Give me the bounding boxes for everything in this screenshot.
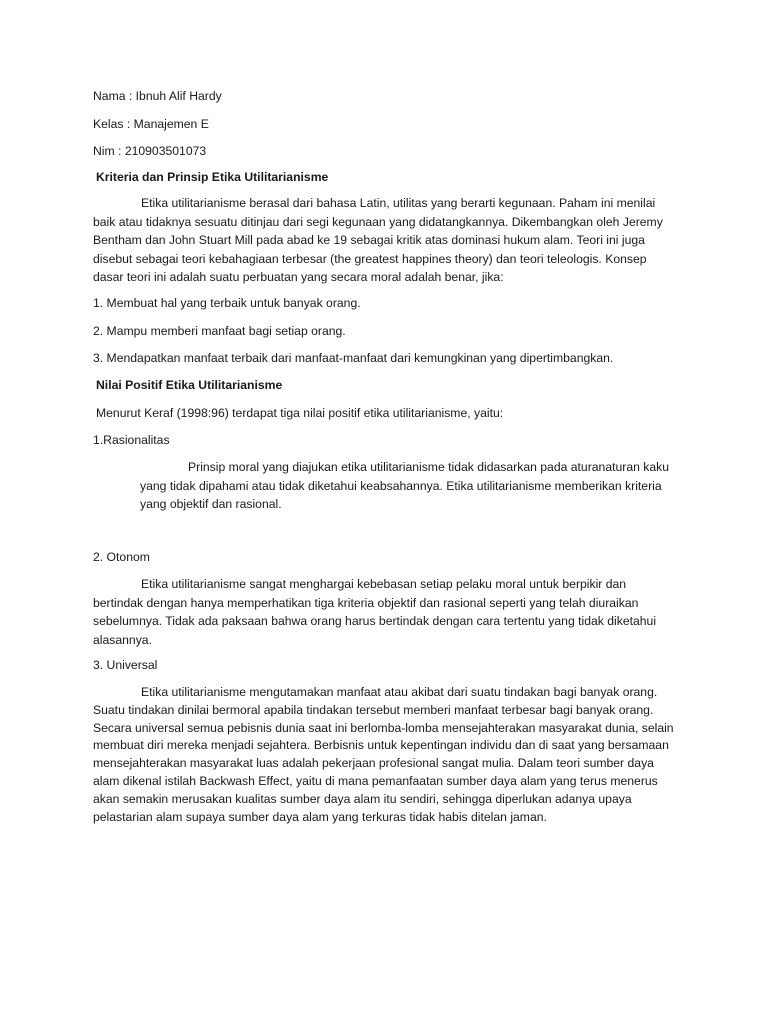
paragraph-universal: Etika utilitarianisme mengutamakan manfaat atau akibat dari suatu tindakan bagi banyak orang. Suatu tindakan dinilai bermoral apabila tindakan tersebut memberi manfaat terbesar bagi banyak orang. Secara universal semua pebisnis dunia saat ini berlomba-lomba mensejahterakan masyarakat dunia, selain membuat diri mereka menjadi sejahtera. Berbisnis untuk kepentingan individu dan di saat yang bersamaan mensejahterakan masyarakat luas adalah pekerjaan profesional sangat mulia. Dalam teori sumber daya alam dikenal istilah Backwash Effect, yaitu di mana pemanfaatan sumber daya alam yang terus menerus akan semakin merusakan kualitas sumber daya alam itu sendiri, sehingga diperlukan adanya upaya pelastarian alam supaya sumber daya alam yang terkuras tidak habis ditelan jaman. — [93, 685, 674, 824]
paragraph-intro-keraf: Menurut Keraf (1998:96) terdapat tiga nilai positif etika utilitarianisme, yaitu: — [96, 406, 504, 420]
list-item: 3. Mendapatkan manfaat terbaik dari manfaat-manfaat dari kemungkinan yang dipertimbangkan. — [93, 351, 614, 365]
subheading-rasionalitas: 1.Rasionalitas — [93, 433, 170, 447]
paragraph-rasionalitas: Prinsip moral yang diajukan etika utilitarianisme tidak didasarkan pada aturanaturan kaku yang tidak dipahami atau tidak diketahui keabsahannya. Etika utilitarianisme memberikan kriteria yang objektif dan rasional. — [140, 460, 670, 511]
paragraph-definition: Etika utilitarianisme berasal dari bahasa Latin, utilitas yang berarti kegunaan. Paham ini menilai baik atau tidaknya sesuatu ditinjau dari segi kegunaan yang didatangkannya. Dikembangkan oleh Jeremy Bentham dan John Stuart Mill pada abad ke 19 sebagai kritik atas dominasi hukum alam. Teori ini juga disebut sebagai teori kebahagiaan terbesar (the greatest happines theory) dan teori teleologis. Konsep dasar teori ini adalah suatu perbuatan yang secara moral adalah benar, jika: — [93, 196, 663, 285]
section-heading-nilai-positif: Nilai Positif Etika Utilitarianisme — [96, 378, 283, 392]
list-item: 1. Membuat hal yang terbaik untuk banyak orang. — [93, 296, 361, 310]
student-nim: Nim : 210903501073 — [93, 144, 207, 158]
subheading-universal: 3. Universal — [93, 658, 158, 672]
student-name: Nama : Ibnuh Alif Hardy — [93, 89, 222, 103]
section-heading-kriteria: Kriteria dan Prinsip Etika Utilitarianisme — [96, 170, 329, 184]
subheading-otonom: 2. Otonom — [93, 550, 150, 564]
student-class: Kelas : Manajemen E — [93, 117, 209, 131]
list-item: 2. Mampu memberi manfaat bagi setiap orang. — [93, 324, 346, 338]
paragraph-otonom: Etika utilitarianisme sangat menghargai kebebasan setiap pelaku moral untuk berpikir dan bertindak dengan hanya memperhatikan tiga kriteria objektif dan rasional seperti yang telah diuraikan sebelumnya. Tidak ada paksaan bahwa orang harus bertindak dengan cara tertentu yang tidak diketahui alasannya. — [93, 577, 657, 647]
